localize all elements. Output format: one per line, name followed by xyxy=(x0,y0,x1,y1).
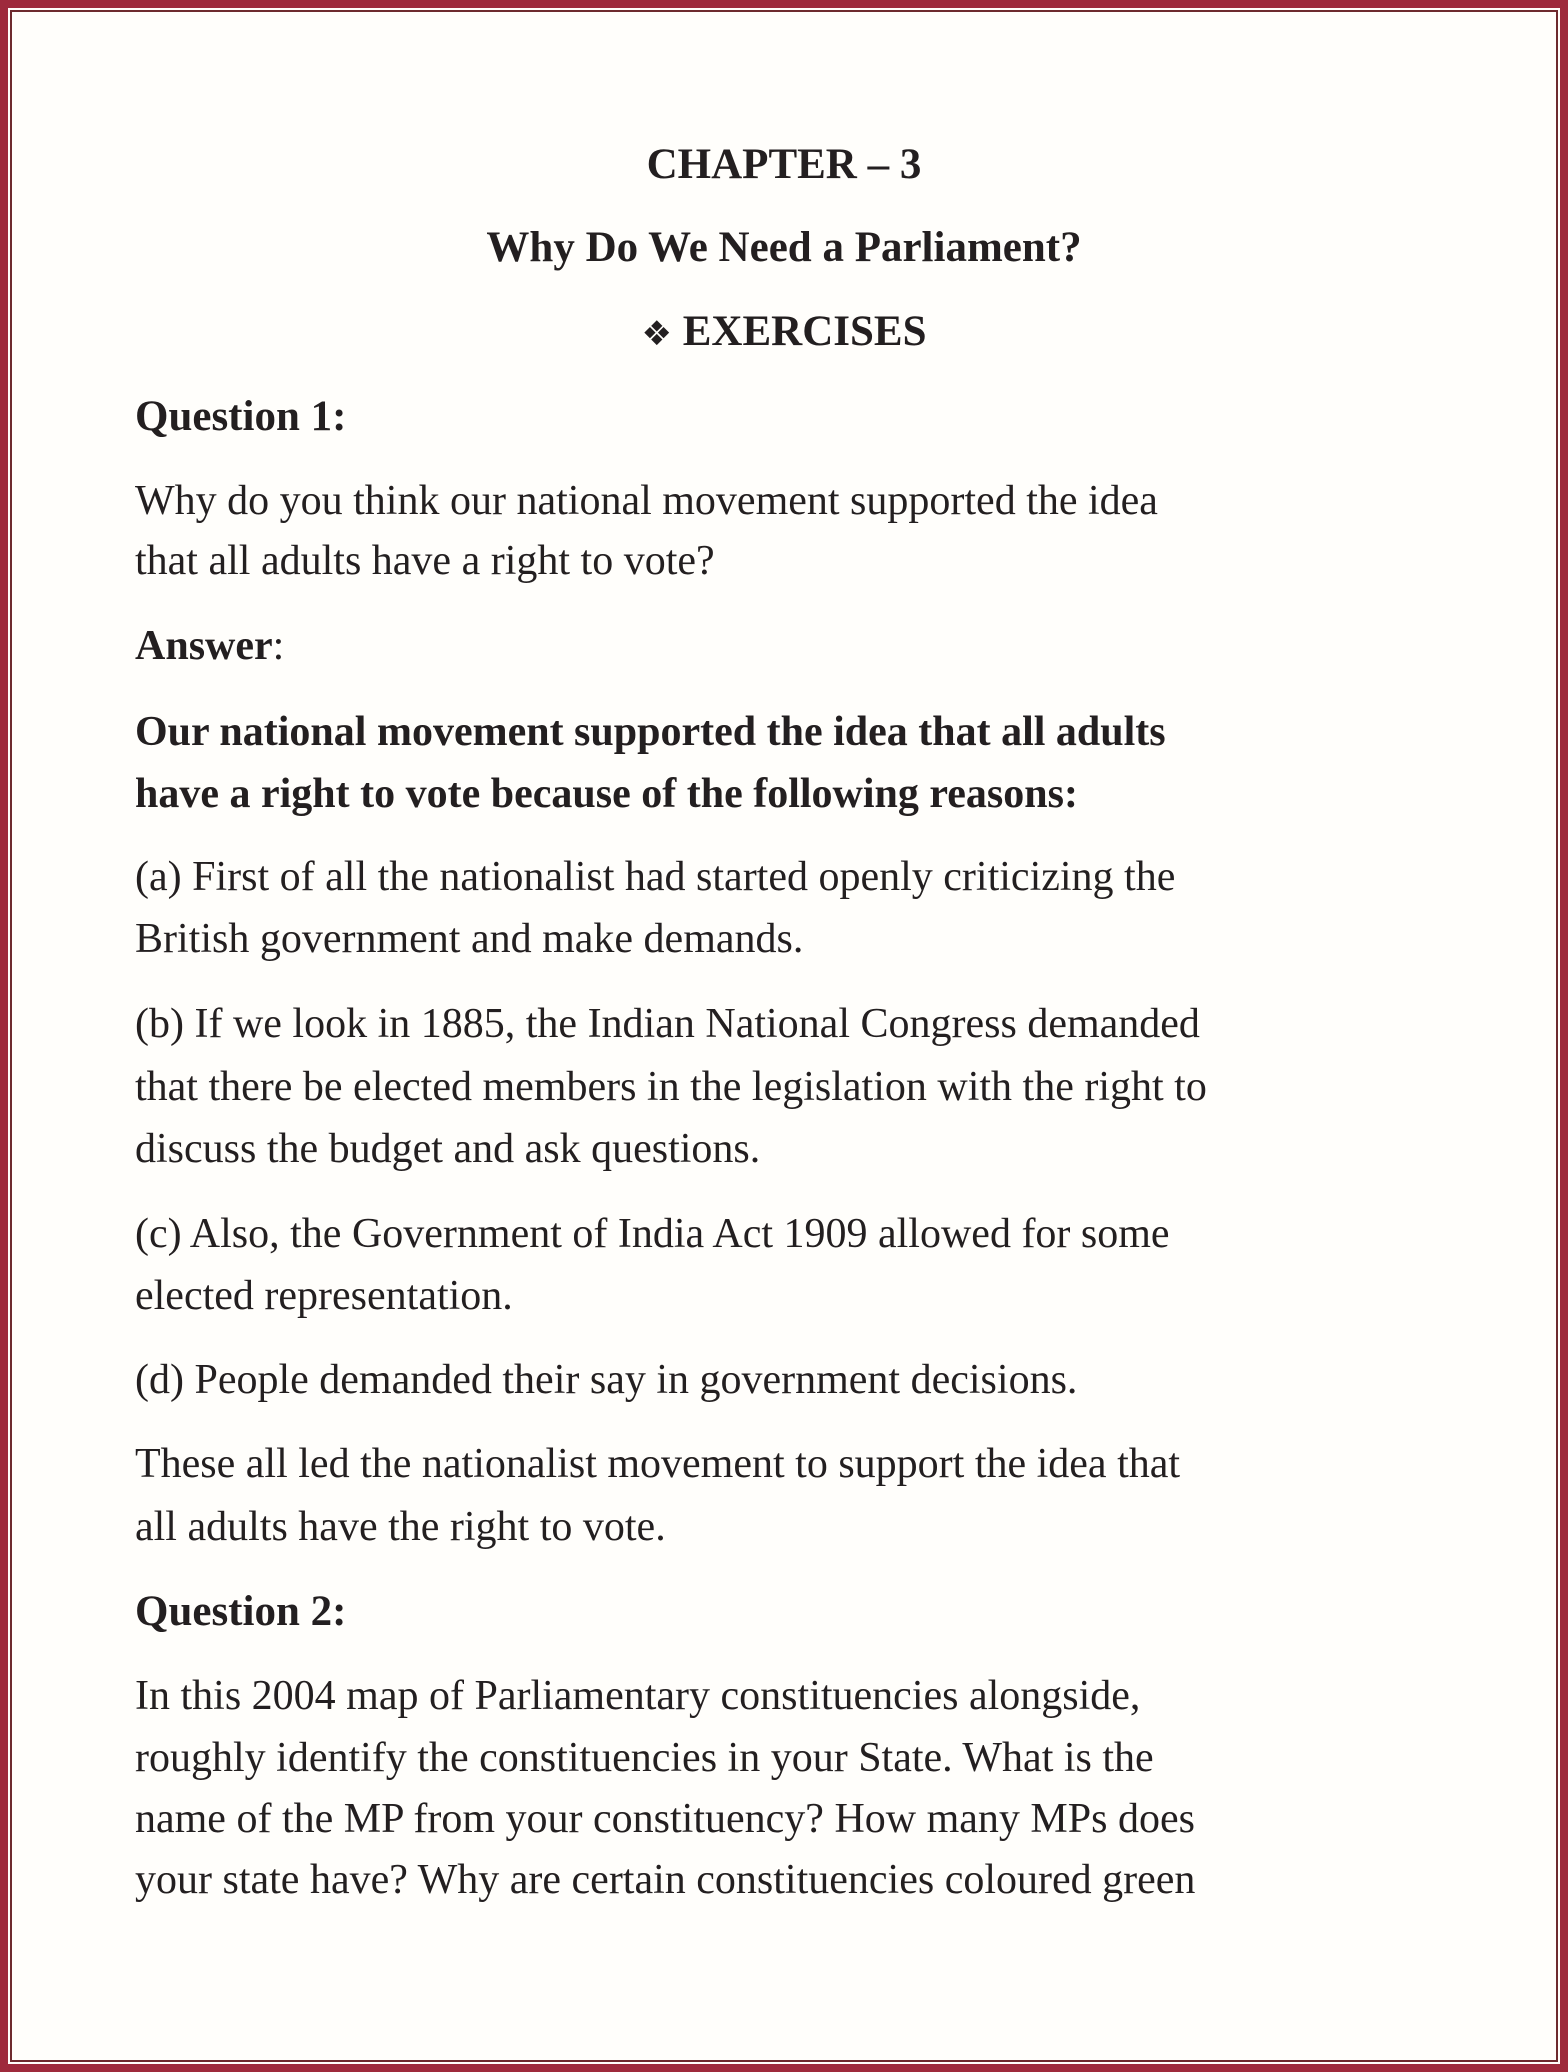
answer-intro: Our national movement supported the idea that all adults xyxy=(135,709,1166,755)
reason-c: (c) Also, the Government of India Act 1909 allowed for some xyxy=(135,1211,1170,1257)
reason-b: that there be elected members in the legislation with the right to xyxy=(135,1064,1207,1110)
question-2-text: your state have? Why are certain constituencies coloured green xyxy=(135,1857,1196,1903)
answer-label-text: Answer xyxy=(135,623,273,669)
reason-d: (d) People demanded their say in government decisions. xyxy=(135,1357,1078,1403)
reason-b: discuss the budget and ask questions. xyxy=(135,1126,761,1172)
question-2-label: Question 2: xyxy=(135,1588,347,1635)
question-1-text: that all adults have a right to vote? xyxy=(135,538,715,584)
answer-colon: : xyxy=(272,623,285,669)
diamond-bullet-icon: ❖ xyxy=(641,314,672,354)
answer-conclusion: all adults have the right to vote. xyxy=(135,1504,666,1550)
answer-label xyxy=(135,615,284,677)
reason-b: (b) If we look in 1885, the Indian National Congress demanded xyxy=(135,1001,1200,1047)
question-2-text: name of the MP from your constituency? How many MPs does xyxy=(135,1796,1195,1842)
reason-a: (a) First of all the nationalist had started openly criticizing the xyxy=(135,854,1176,900)
section-label: EXERCISES xyxy=(682,308,927,355)
question-1-label: Question 1: xyxy=(135,393,347,440)
section-heading xyxy=(0,301,1568,363)
reason-c: elected representation. xyxy=(135,1273,513,1319)
question-2-text: In this 2004 map of Parliamentary constituencies alongside, xyxy=(135,1673,1141,1719)
question-2-text: roughly identify the constituencies in your State. What is the xyxy=(135,1735,1154,1781)
chapter-title: Why Do We Need a Parliament? xyxy=(486,224,1082,271)
answer-conclusion: These all led the nationalist movement to support the idea that xyxy=(135,1441,1181,1487)
reason-a: British government and make demands. xyxy=(135,916,804,962)
chapter-number: CHAPTER – 3 xyxy=(646,141,922,188)
question-1-text: Why do you think our national movement supported the idea xyxy=(135,478,1158,524)
answer-intro: have a right to vote because of the following reasons: xyxy=(135,771,1078,817)
